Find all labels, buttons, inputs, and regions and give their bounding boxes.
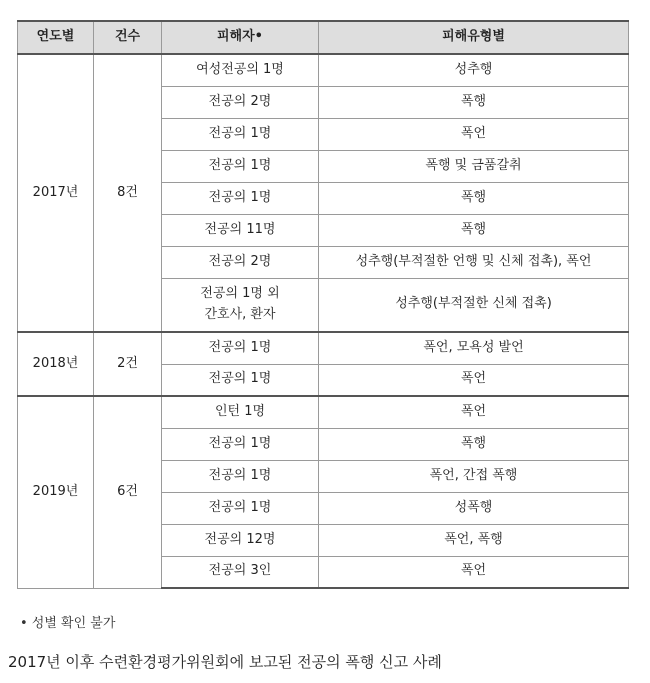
footnote: • 성별 확인 불가 <box>20 616 116 631</box>
count-cell: 6건 <box>94 396 162 588</box>
type-cell: 폭언 <box>319 118 629 150</box>
type-cell: 폭언, 폭행 <box>319 524 629 556</box>
type-cell: 폭행 <box>319 214 629 246</box>
victim-cell: 전공의 1명 <box>162 118 319 150</box>
header-victim: 피해자• <box>162 21 319 54</box>
type-cell: 폭언 <box>319 364 629 396</box>
type-cell: 성폭행 <box>319 492 629 524</box>
type-cell: 성추행 <box>319 54 629 86</box>
victim-cell: 전공의 1명 외 간호사, 환자 <box>162 278 319 332</box>
type-cell: 폭행 및 금품갈취 <box>319 150 629 182</box>
header-year: 연도별 <box>18 21 94 54</box>
type-cell: 폭행 <box>319 86 629 118</box>
victim-cell: 전공의 1명 <box>162 182 319 214</box>
header-row <box>18 21 629 54</box>
year-cell: 2019년 <box>18 396 94 588</box>
victim-cell: 전공의 1명 <box>162 150 319 182</box>
victim-cell: 전공의 1명 <box>162 332 319 364</box>
incident-table <box>17 20 629 589</box>
table-row <box>18 396 629 428</box>
victim-cell: 전공의 12명 <box>162 524 319 556</box>
header-count: 건수 <box>94 21 162 54</box>
type-cell: 폭행 <box>319 428 629 460</box>
year-cell: 2017년 <box>18 54 94 332</box>
victim-cell: 전공의 11명 <box>162 214 319 246</box>
victim-cell: 전공의 3인 <box>162 556 319 588</box>
count-cell: 8건 <box>94 54 162 332</box>
victim-cell: 전공의 1명 <box>162 492 319 524</box>
table-row <box>18 54 629 86</box>
victim-cell: 전공의 1명 <box>162 460 319 492</box>
type-cell: 폭언, 간접 폭행 <box>319 460 629 492</box>
table-row <box>18 332 629 364</box>
victim-cell: 인턴 1명 <box>162 396 319 428</box>
victim-cell: 전공의 1명 <box>162 428 319 460</box>
victim-cell: 여성전공의 1명 <box>162 54 319 86</box>
type-cell: 성추행(부적절한 신체 접촉) <box>319 278 629 332</box>
type-cell: 폭언 <box>319 556 629 588</box>
type-cell: 폭언, 모욕성 발언 <box>319 332 629 364</box>
victim-cell: 전공의 2명 <box>162 246 319 278</box>
type-cell: 성추행(부적절한 언행 및 신체 접촉), 폭언 <box>319 246 629 278</box>
year-cell: 2018년 <box>18 332 94 396</box>
count-cell: 2건 <box>94 332 162 396</box>
victim-cell: 전공의 1명 <box>162 364 319 396</box>
table-body <box>18 54 629 588</box>
type-cell: 폭행 <box>319 182 629 214</box>
victim-cell: 전공의 2명 <box>162 86 319 118</box>
header-type: 피해유형별 <box>319 21 629 54</box>
type-cell: 폭언 <box>319 396 629 428</box>
caption: 2017년 이후 수련환경평가위원회에 보고된 전공의 폭행 신고 사례 <box>8 653 442 671</box>
